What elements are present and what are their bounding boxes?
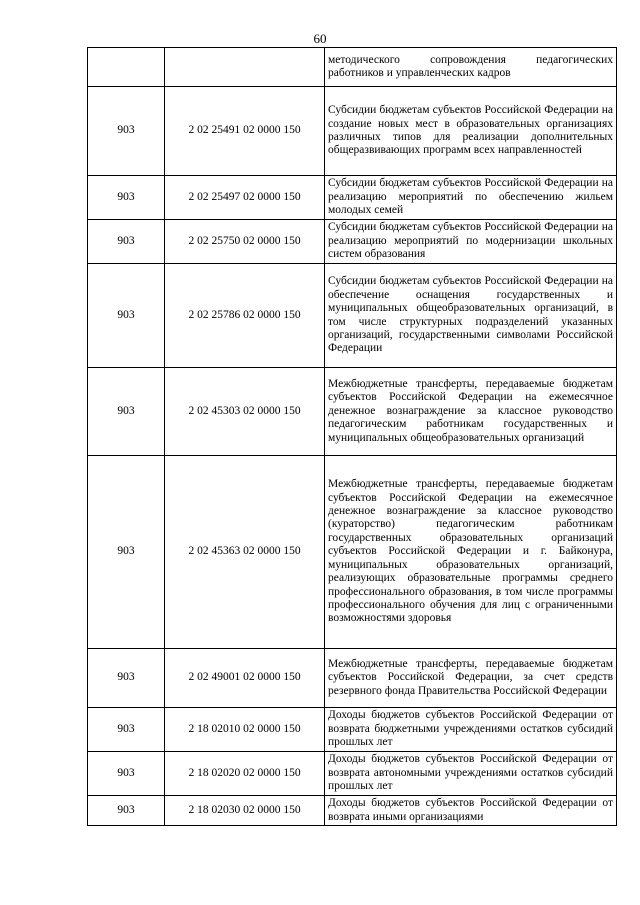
table-row (88, 649, 617, 708)
revenue-name-cell: Межбюджетные трансферты, передаваемые бюджетам субъектов Российской Федерации, за счет средств резервного фонда Правительства Российской Федерации (325, 649, 617, 708)
admin-code-cell: 903 (88, 649, 165, 708)
revenue-name-cell: Межбюджетные трансферты, передаваемые бюджетам субъектов Российской Федерации на ежемесячное денежное вознаграждение за классное руководство педагогическим работникам государственных и муниципальных общеобразовательных организаций (325, 368, 617, 456)
admin-code-cell (88, 48, 165, 87)
revenue-name-cell: Субсидии бюджетам субъектов Российской Федерации на реализацию мероприятий по обеспечению жильем молодых семей (325, 176, 617, 220)
admin-code-cell: 903 (88, 796, 165, 826)
budget-revenue-table (87, 47, 617, 826)
admin-code-cell: 903 (88, 752, 165, 796)
budget-code-cell: 2 18 02020 02 0000 150 (165, 752, 325, 796)
revenue-name-cell: Субсидии бюджетам субъектов Российской Федерации на создание новых мест в образовательных организациях различных типов для реализации дополнительных общеразвивающих программ всех направленностей (325, 87, 617, 176)
budget-code-cell: 2 02 25786 02 0000 150 (165, 264, 325, 368)
budget-code-cell: 2 02 49001 02 0000 150 (165, 649, 325, 708)
admin-code-cell: 903 (88, 220, 165, 264)
table-row (88, 264, 617, 368)
revenue-name-cell: Доходы бюджетов субъектов Российской Федерации от возврата бюджетными учреждениями остатков субсидий прошлых лет (325, 708, 617, 752)
budget-code-cell: 2 02 45303 02 0000 150 (165, 368, 325, 456)
revenue-name-cell: Доходы бюджетов субъектов Российской Федерации от возврата автономными учреждениями остатков субсидий прошлых лет (325, 752, 617, 796)
admin-code-cell: 903 (88, 264, 165, 368)
revenue-name-cell: Доходы бюджетов субъектов Российской Федерации от возврата иными организациями (325, 796, 617, 826)
budget-code-cell: 2 02 25497 02 0000 150 (165, 176, 325, 220)
budget-code-cell: 2 18 02010 02 0000 150 (165, 708, 325, 752)
table-row (88, 176, 617, 220)
table-row (88, 368, 617, 456)
table-row (88, 456, 617, 649)
admin-code-cell: 903 (88, 368, 165, 456)
budget-code-cell (165, 48, 325, 87)
table-row (88, 708, 617, 752)
revenue-name-cell: Субсидии бюджетам субъектов Российской Федерации на реализацию мероприятий по модернизации школьных систем образования (325, 220, 617, 264)
budget-code-cell: 2 02 25491 02 0000 150 (165, 87, 325, 176)
table-row (88, 87, 617, 176)
page-number: 60 (313, 31, 327, 46)
revenue-name-cell: Субсидии бюджетам субъектов Российской Федерации на обеспечение оснащения государственных и муниципальных общеобразовательных организаций, в том числе структурных подразделений указанных организаций, государственными символами Российской Федерации (325, 264, 617, 368)
budget-code-cell: 2 02 45363 02 0000 150 (165, 456, 325, 649)
revenue-name-cell: Межбюджетные трансферты, передаваемые бюджетам субъектов Российской Федерации на ежемесячное денежное вознаграждение за классное руководство (кураторство) педагогическим работникам государственных образовательных организаций субъектов Российской Федерации и г. Байконура, муниципальных образовательных организаций, реализующих образовательные программы среднего профессионального образования, в том числе программы профессионального обучения для лиц с ограниченными возможностями здоровья (325, 456, 617, 649)
admin-code-cell: 903 (88, 87, 165, 176)
admin-code-cell: 903 (88, 456, 165, 649)
table-row (88, 48, 617, 87)
budget-code-cell: 2 18 02030 02 0000 150 (165, 796, 325, 826)
table-row (88, 796, 617, 826)
admin-code-cell: 903 (88, 708, 165, 752)
table-row (88, 752, 617, 796)
admin-code-cell: 903 (88, 176, 165, 220)
table-row (88, 220, 617, 264)
budget-code-cell: 2 02 25750 02 0000 150 (165, 220, 325, 264)
revenue-name-cell: методического сопровождения педагогических работников и управленческих кадров (325, 48, 617, 87)
